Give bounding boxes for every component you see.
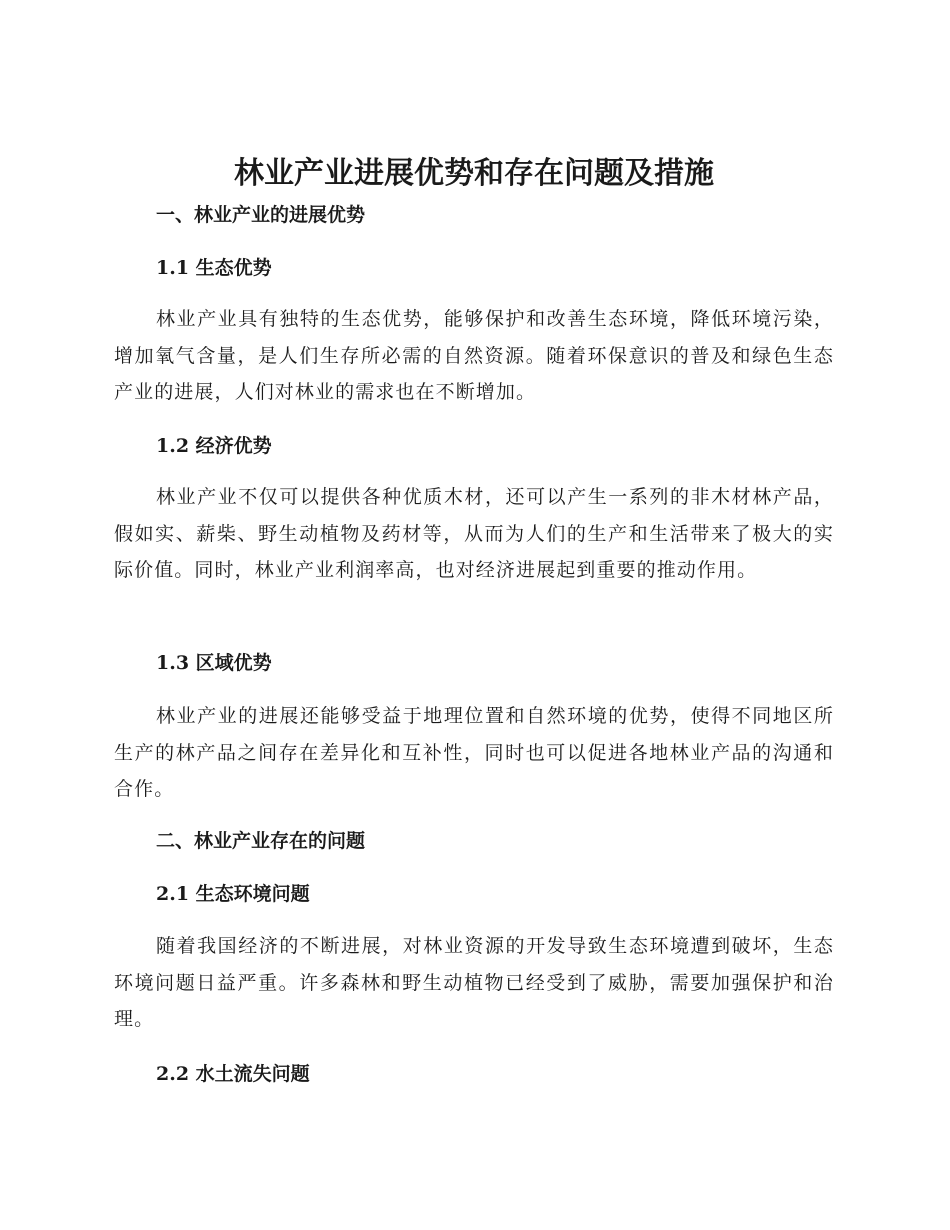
subsection-heading-1-1: 1.1 生态优势 [156, 257, 272, 279]
section-heading-1: 一、林业产业的进展优势 [156, 204, 366, 226]
subsection-heading-2-1: 2.1 生态环境问题 [156, 883, 310, 905]
subsection-heading-1-2: 1.2 经济优势 [156, 435, 272, 457]
paragraph-1-3: 林业产业的进展还能够受益于地理位置和自然环境的优势，使得不同地区所生产的林产品之间存在差异化和互补性，同时也可以促进各地林业产品的沟通和合作。 [114, 705, 834, 800]
paragraph-2-1: 随着我国经济的不断进展，对林业资源的开发导致生态环境遭到破坏，生态环境问题日益严重。许多森林和野生动植物已经受到了威胁，需要加强保护和治理。 [114, 935, 834, 1030]
subsection-heading-2-2: 2.2 水土流失问题 [156, 1063, 310, 1085]
subsection-heading-1-3: 1.3 区域优势 [156, 652, 272, 674]
section-heading-2: 二、林业产业存在的问题 [156, 830, 366, 852]
document-title: 林业产业进展优势和存在问题及措施 [234, 156, 714, 191]
paragraph-1-1: 林业产业具有独特的生态优势，能够保护和改善生态环境，降低环境污染，增加氧气含量，是人们生存所必需的自然资源。随着环保意识的普及和绿色生态产业的进展，人们对林业的需求也在不断增加。 [114, 308, 834, 403]
paragraph-1-2: 林业产业不仅可以提供各种优质木材，还可以产生一系列的非木材林产品，假如实、薪柴、野生动植物及药材等，从而为人们的生产和生活带来了极大的实际价值。同时，林业产业利润率高，也对经济进展起到重要的推动作用。 [114, 486, 834, 581]
